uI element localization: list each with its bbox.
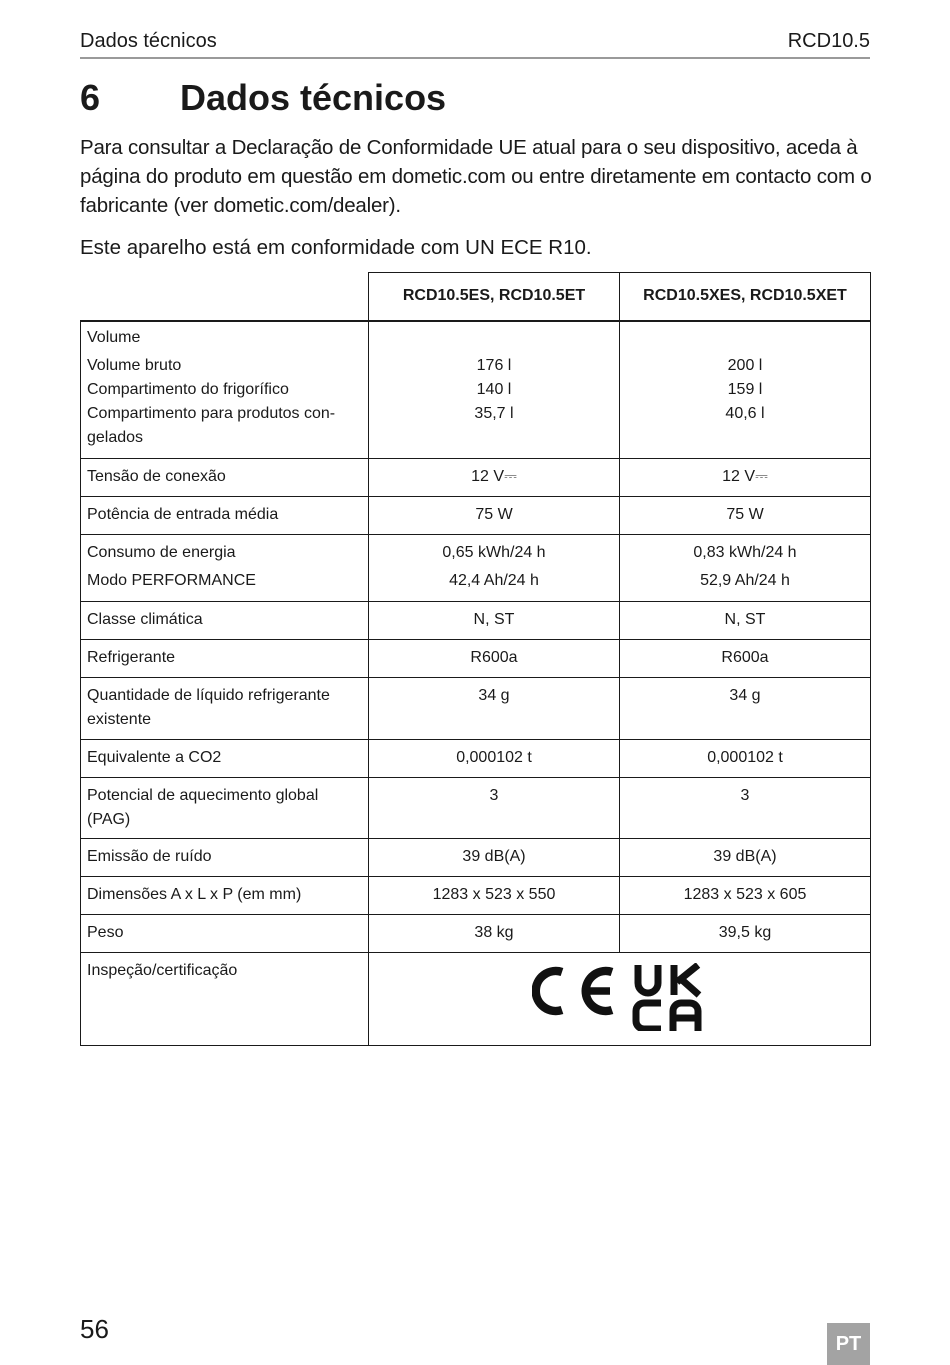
noise-col1: 39 dB(A) [369,839,620,877]
table-row-climate-class [81,602,871,640]
dimensions-col1: 1283 x 523 x 550 [369,877,620,915]
gwp-label-1: Potencial de aquecimento global [87,787,319,804]
energy-ah-col2: 52,9 Ah/24 h [700,572,790,589]
ce-mark-icon [532,963,618,1019]
language-badge: PT [827,1323,870,1365]
gwp-label-cell [81,778,369,839]
header-model: RCD10.5 [787,30,870,52]
page-number: 56 [80,1314,109,1344]
energy-col2-cell [620,535,871,602]
table-row-energy [81,535,871,602]
certification-label: Inspeção/certificação [81,953,369,1046]
technical-data-table [80,272,871,1046]
volume-fridge-label: Compartimento do frigorífico [87,380,289,398]
power-label: Potência de entrada média [81,497,369,535]
header-blank-cell [81,273,369,321]
conformity-statement: Este aparelho está em conformidade com UN ECE R10. [80,236,592,259]
volume-freezer-label-1: Compartimento para produtos con- [87,404,336,422]
refrigerant-qty-label-cell [81,678,369,740]
energy-kwh-col1: 0,65 kWh/24 h [442,544,546,561]
weight-label: Peso [81,915,369,953]
volume-freezer-label-2: gelados [87,428,144,446]
energy-mode-label: Modo PERFORMANCE [87,572,256,589]
co2-col1: 0,000102 t [369,740,620,778]
certification-marks-cell [369,953,871,1046]
co2-label: Equivalente a CO2 [81,740,369,778]
table-row-power [81,497,871,535]
chapter-heading: Dados técnicos [180,77,447,118]
column-header-es-et: RCD10.5ES, RCD10.5ET [369,273,620,321]
volume-gross-label: Volume bruto [87,356,182,374]
running-header [80,30,870,59]
table-row-certification [81,953,871,1046]
table-row-voltage [81,459,871,497]
table-row-refrigerant-qty [81,678,871,740]
climate-class-col2: N, ST [620,602,871,640]
refrigerant-qty-col1: 34 g [369,678,620,740]
voltage-col2: 12 V⎓ [620,459,871,497]
dimensions-label: Dimensões A x L x P (em mm) [81,877,369,915]
table-row-noise [81,839,871,877]
volume-gross-col1: 176 l [476,356,512,374]
table-row-dimensions [81,877,871,915]
intro-paragraph: Para consultar a Declaração de Conformidade UE atual para o seu dispositivo, aceda à página do produto em questão em dometic.com ou entre diretamente em contacto com o fabricante (ver dometic.com/dealer). [80,136,872,217]
voltage-label: Tensão de conexão [81,459,369,497]
gwp-label-2: (PAG) [87,811,131,828]
table-row-refrigerant [81,640,871,678]
ukca-mark-icon [632,963,704,1031]
power-col1: 75 W [369,497,620,535]
dimensions-col2: 1283 x 523 x 605 [620,877,871,915]
noise-col2: 39 dB(A) [620,839,871,877]
climate-class-label: Classe climática [81,602,369,640]
weight-col2: 39,5 kg [620,915,871,953]
energy-ah-col1: 42,4 Ah/24 h [449,572,539,589]
refrigerant-label: Refrigerante [81,640,369,678]
noise-label: Emissão de ruído [81,839,369,877]
table-row-co2 [81,740,871,778]
column-header-xes-xet: RCD10.5XES, RCD10.5XET [620,273,871,321]
chapter-title [80,74,446,122]
chapter-number: 6 [80,77,101,118]
volume-freezer-col1: 35,7 l [474,404,514,422]
power-col2: 75 W [620,497,871,535]
volume-heading: Volume [87,328,141,346]
gwp-col2: 3 [620,778,871,839]
certification-marks [532,963,704,1031]
volume-values-col1 [369,321,620,459]
header-section-title: Dados técnicos [80,30,217,52]
volume-fridge-col2: 159 l [727,380,763,398]
table-row-gwp [81,778,871,839]
table-row-weight [81,915,871,953]
energy-label: Consumo de energia [87,544,236,561]
table-header-row [81,273,871,321]
weight-col1: 38 kg [369,915,620,953]
climate-class-col1: N, ST [369,602,620,640]
refrigerant-qty-label-1: Quantidade de líquido refrigerante [87,687,330,704]
energy-kwh-col2: 0,83 kWh/24 h [693,544,797,561]
volume-gross-col2: 200 l [727,356,763,374]
energy-label-cell [81,535,369,602]
volume-freezer-col2: 40,6 l [725,404,765,422]
voltage-col1: 12 V⎓ [369,459,620,497]
refrigerant-col2: R600a [620,640,871,678]
volume-fridge-col1: 140 l [476,380,512,398]
volume-label-cell [81,321,369,459]
energy-col1-cell [369,535,620,602]
gwp-col1: 3 [369,778,620,839]
refrigerant-qty-label-2: existente [87,711,152,728]
co2-col2: 0,000102 t [620,740,871,778]
volume-values-col2 [620,321,871,459]
refrigerant-qty-col2: 34 g [620,678,871,740]
refrigerant-col1: R600a [369,640,620,678]
table-row-volume [81,321,871,459]
